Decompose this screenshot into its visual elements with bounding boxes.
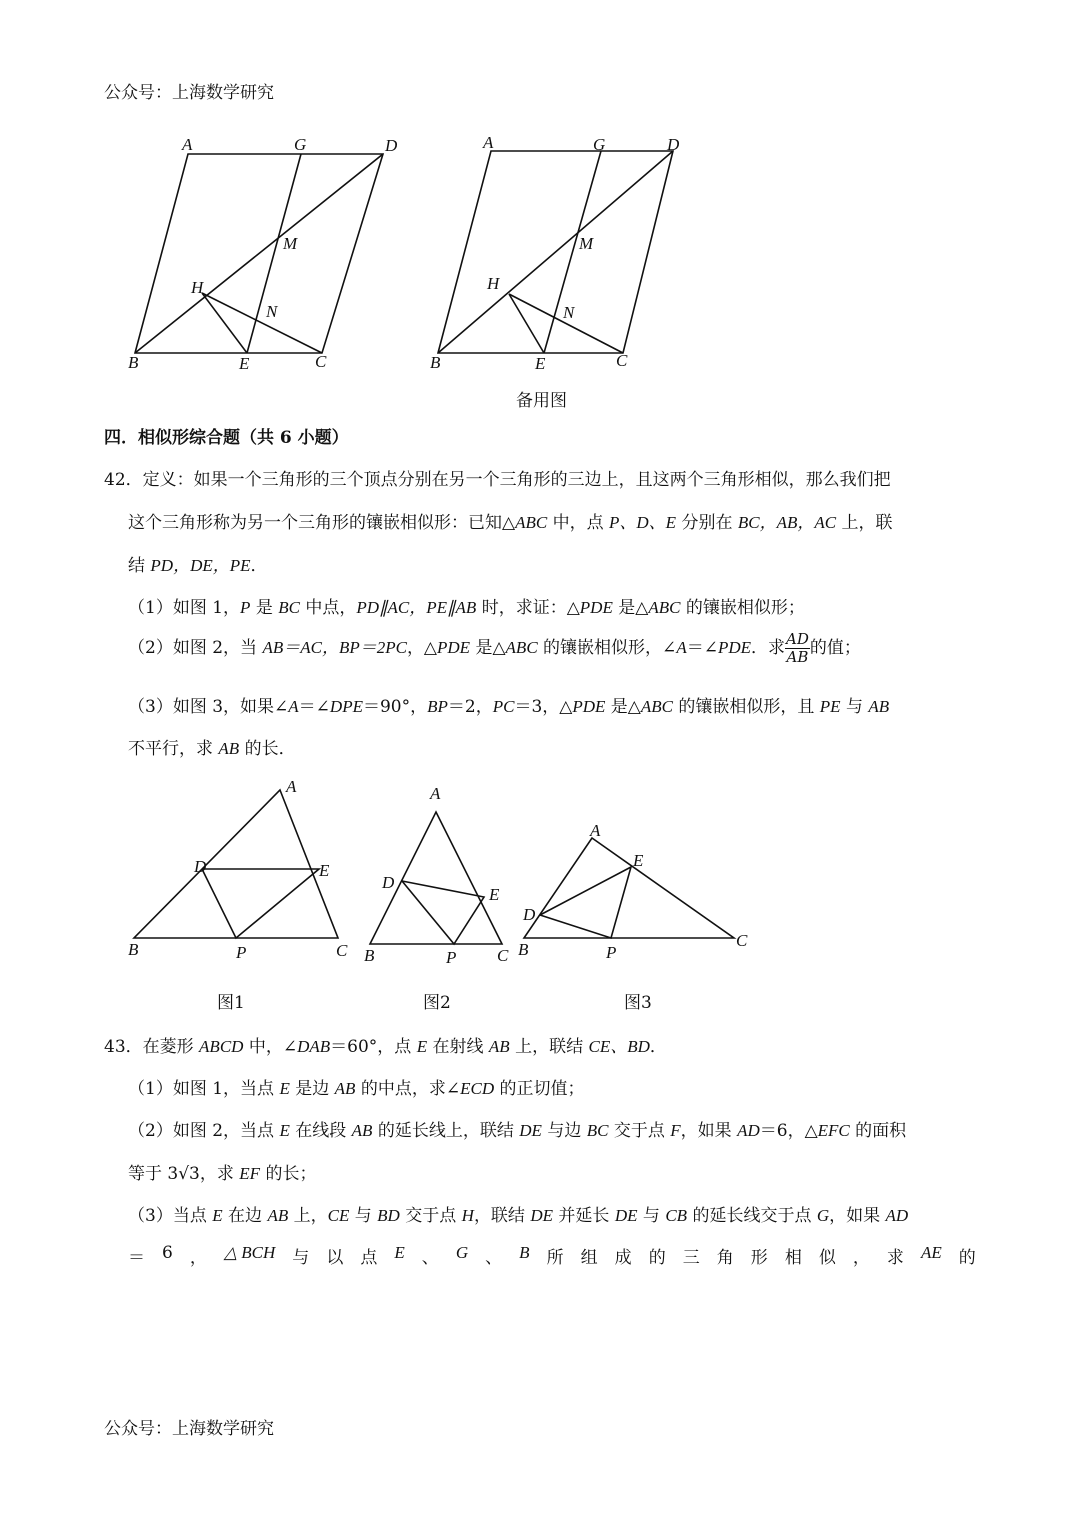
q43-p1e: 的中点，求∠	[355, 1079, 461, 1099]
q43-p1g: 的正切值；	[494, 1079, 585, 1099]
q43-l1b: ABCD	[199, 1037, 244, 1056]
token: AE	[920, 1243, 942, 1262]
q43-p2d: AB	[351, 1121, 373, 1140]
q43-p2f: DE	[519, 1121, 542, 1140]
fig2-label-p: P	[446, 948, 457, 967]
q43-p3q: 的延长线交于点	[687, 1206, 817, 1226]
q42-p1j: ABC	[648, 598, 681, 617]
q42-text-2e: 分别在	[676, 513, 738, 533]
q42-p3g: ＝2，	[447, 697, 493, 717]
q43-p3f: CE	[327, 1206, 350, 1225]
fig2-label-d: D	[382, 873, 395, 892]
q42-line-2	[128, 508, 892, 533]
label-h-2: H	[487, 274, 500, 293]
q42-p3j: PDE	[572, 697, 606, 716]
q43-p3l: DE	[530, 1206, 554, 1225]
q43-part-1	[128, 1074, 585, 1099]
q42-text-3b: PD，DE，PE	[150, 556, 251, 575]
backup-figure-caption: 备用图	[516, 391, 567, 411]
q42-p3q2: AB	[218, 739, 240, 758]
q42-p1d: BC	[278, 598, 300, 617]
triangle-pde-2	[402, 881, 484, 944]
q43-part-2-cont	[128, 1159, 316, 1184]
q42-p2j: PDE	[717, 638, 751, 657]
fig1-label-d: D	[194, 857, 207, 876]
fig3-label-b: B	[518, 940, 529, 959]
q43-l1i: 上，联结	[509, 1037, 589, 1057]
token: ，	[189, 1248, 207, 1268]
q42-p2i: ＝∠	[686, 638, 718, 658]
segment-ge	[247, 154, 301, 353]
token: 成	[614, 1248, 632, 1268]
fig3-label-e: E	[633, 851, 644, 870]
q43-p2k: ，如果	[680, 1121, 738, 1141]
token: 与	[292, 1248, 310, 1268]
q42-p1g: 时，求证：△	[476, 598, 580, 618]
q42-p3q1: 不平行，求	[128, 739, 219, 759]
q43-p2h: BC	[586, 1121, 609, 1140]
token: 相	[784, 1248, 802, 1268]
token: B	[519, 1243, 530, 1262]
q43-p3g: 与	[349, 1206, 378, 1226]
q43-p2n: EFC	[817, 1121, 850, 1140]
q42-p2d: PDE	[437, 638, 471, 657]
q43-p2i: 交于点	[608, 1121, 671, 1141]
q43-l1k: ．	[649, 1037, 667, 1057]
label-c-2: C	[616, 351, 628, 370]
token: G	[455, 1243, 469, 1262]
q43-part-2	[128, 1116, 906, 1141]
label-n-2: N	[563, 303, 575, 322]
q42-p3q3: 的长．	[239, 739, 296, 759]
q42-p1b: P	[240, 598, 251, 617]
fig3-label-a: A	[590, 821, 601, 840]
q42-p1a: （1）如图 1，	[128, 598, 241, 618]
q42-p3p: AB	[868, 697, 890, 716]
q42-p2k: ．求	[751, 638, 785, 658]
q42-line-3	[128, 551, 268, 576]
q43-l1d: DAB	[297, 1037, 331, 1056]
token: 、	[421, 1248, 439, 1268]
fraction-denominator: AB	[786, 648, 809, 666]
q42-p1h: PDE	[579, 598, 613, 617]
q43-p2r: 的长；	[260, 1164, 317, 1184]
q42-p2b: AB＝AC，BP＝2PC	[262, 638, 407, 657]
triangle-abc-1	[134, 790, 338, 938]
q43-p3p: CB	[665, 1206, 688, 1225]
q43-p3h: BD	[377, 1206, 400, 1225]
q43-p3d: AB	[267, 1206, 289, 1225]
fig3-label-c: C	[736, 931, 748, 950]
q42-p3i: ＝3，△	[514, 697, 573, 717]
segment-hc	[202, 293, 322, 353]
q43-p2q: EF	[239, 1164, 261, 1183]
q42-part-1	[128, 593, 805, 618]
q43-p2p: 等于 3√3，求	[128, 1164, 240, 1184]
q42-text-2g: 上，联	[836, 513, 893, 533]
q42-p3b: A	[288, 697, 299, 716]
q42-p2a: （2）如图 2，当	[128, 638, 263, 658]
page-footer: 公众号：上海数学研究	[104, 1419, 274, 1439]
q42-text-2b: ABC	[515, 513, 548, 532]
token: ，	[852, 1248, 870, 1268]
label-h: H	[191, 278, 204, 297]
q43-p2b: E	[279, 1121, 290, 1140]
figure-2-caption: 图2	[423, 993, 451, 1013]
q42-text-1: 定义：如果一个三角形的三个顶点分别在另一个三角形的三边上，且这两个三角形相似，那么我们把	[142, 470, 891, 490]
segment-he	[202, 293, 247, 353]
q43-part-3	[128, 1201, 908, 1226]
q43-l1c: 中，∠	[243, 1037, 298, 1057]
label-a: A	[182, 135, 193, 154]
q43-p3t: AD	[885, 1206, 909, 1225]
q43-p2l: AD	[737, 1121, 760, 1140]
fig3-label-p: P	[606, 943, 617, 962]
q42-p3o: 与	[840, 697, 869, 717]
label-c: C	[315, 352, 327, 371]
q43-line-1	[104, 1032, 667, 1057]
q42-p3a: （3）如图 3，如果∠	[128, 697, 289, 717]
triangle-pde-3	[540, 867, 631, 938]
q42-p2h: A	[676, 638, 687, 657]
diagonal-bd-2	[438, 151, 673, 353]
token: 似	[818, 1248, 836, 1268]
fraction-ad-ab	[785, 631, 810, 666]
q42-p2l: 的值；	[809, 638, 861, 658]
q43-l1h: AB	[488, 1037, 510, 1056]
figure-3-caption: 图3	[624, 993, 652, 1013]
label-e: E	[239, 354, 250, 373]
q42-part-2	[128, 631, 861, 666]
q43-p2e: 的延长线上，联结	[372, 1121, 520, 1141]
section-title: 四．相似形综合题（共 6 小题）	[104, 428, 349, 448]
q43-l1j: CE、BD	[588, 1037, 650, 1056]
q42-p1i: 是△	[612, 598, 649, 618]
figure-1-caption: 图1	[217, 993, 245, 1013]
q42-p2e: 是△	[470, 638, 506, 658]
q42-p3h: PC	[492, 697, 515, 716]
q43-p1a: （1）如图 1，当点	[128, 1079, 280, 1099]
triangle-figure-1	[128, 777, 348, 962]
q43-p3i: 交于点	[399, 1206, 462, 1226]
q42-part-3-cont	[128, 734, 296, 759]
q43-l1f: E	[416, 1037, 428, 1056]
fig2-label-e: E	[489, 885, 500, 904]
q42-p3l: ABC	[640, 697, 673, 716]
q43-p2o: 的面积	[849, 1121, 907, 1141]
token: 点	[360, 1248, 378, 1268]
q43-p3s: ，如果	[829, 1206, 886, 1226]
q42-p1e: 中点，	[299, 598, 357, 618]
parallelogram-figures	[120, 128, 720, 378]
q42-p2g: 的镶嵌相似形，∠	[537, 638, 677, 658]
q43-p3o: 与	[637, 1206, 666, 1226]
q43-p3b: E	[212, 1206, 223, 1225]
q43-number: 43．	[104, 1037, 143, 1057]
q43-p3j: H	[461, 1206, 474, 1225]
q43-l1g: 在射线	[427, 1037, 489, 1057]
fig3-label-d: D	[523, 905, 536, 924]
q43-p2a: （2）如图 2，当点	[128, 1121, 280, 1141]
token: 、	[485, 1248, 503, 1268]
label-g: G	[294, 135, 307, 154]
token: 三	[682, 1248, 700, 1268]
q43-p3e: 上，	[288, 1206, 328, 1226]
fig2-label-c: C	[497, 946, 509, 965]
q42-p3f: BP	[427, 697, 448, 716]
q42-p1k: 的镶嵌相似形；	[680, 598, 805, 618]
q43-p3n: DE	[614, 1206, 638, 1225]
q42-p3c: ＝∠	[298, 697, 330, 717]
token: ＝	[128, 1248, 145, 1268]
label-b: B	[128, 353, 139, 372]
triangle-figure-3	[518, 821, 748, 962]
token: 的	[958, 1248, 976, 1268]
triangle-figure-2	[364, 784, 509, 967]
page-header: 公众号：上海数学研究	[104, 83, 274, 103]
q42-p1f: PD∥AC，PE∥AB	[356, 598, 477, 617]
q42-text-2f: BC，AB，AC	[737, 513, 837, 532]
token: 所	[546, 1248, 564, 1268]
q42-text-2c: 中，点	[547, 513, 609, 533]
q42-p3n: PE	[819, 697, 841, 716]
token: 求	[886, 1248, 904, 1268]
q43-p2j: F	[670, 1121, 681, 1140]
q42-number: 42．	[104, 470, 143, 490]
q43-p1d: AB	[334, 1079, 356, 1098]
q43-p3r: G	[816, 1206, 830, 1225]
q42-text-3c: ．	[250, 556, 268, 576]
diagonal-bd	[135, 154, 383, 353]
q42-text-2d: P、D、E	[609, 513, 677, 532]
token: 6	[162, 1243, 173, 1263]
triangle-figures	[120, 770, 760, 970]
q43-p3a: （3）当点	[128, 1206, 213, 1226]
q42-text-2a: 这个三角形称为另一个三角形的镶嵌相似形：已知△	[128, 513, 516, 533]
q43-part-3-justified	[128, 1243, 976, 1268]
label-e-2: E	[535, 354, 546, 373]
q42-part-3	[128, 692, 889, 717]
token: △ BCH	[223, 1243, 276, 1262]
q43-p2m: ＝6，△	[759, 1121, 818, 1141]
token: 以	[326, 1248, 344, 1268]
q42-p3m: 的镶嵌相似形，且	[672, 697, 820, 717]
q43-p2g: 与边	[541, 1121, 587, 1141]
label-d: D	[385, 136, 398, 155]
q42-p2f: ABC	[505, 638, 538, 657]
q43-l1a: 在菱形	[142, 1037, 200, 1057]
label-b-2: B	[430, 353, 441, 372]
label-a-2: A	[483, 133, 494, 152]
q42-p3d: DPE	[329, 697, 363, 716]
fig1-label-e: E	[319, 861, 330, 880]
fig1-label-b: B	[128, 940, 139, 959]
q43-p3c: 在边	[222, 1206, 268, 1226]
triangle-abc-3	[524, 838, 734, 938]
label-m-2: M	[579, 234, 594, 253]
token: 形	[750, 1248, 768, 1268]
q43-p2c: 在线段	[289, 1121, 352, 1141]
fig1-label-c: C	[336, 941, 348, 960]
q42-p2c: ，△	[406, 638, 438, 658]
q43-l1e: ＝60°，点	[330, 1037, 417, 1057]
parallelogram-figure-main	[128, 135, 398, 373]
q43-p1b: E	[279, 1079, 290, 1098]
fig1-label-p: P	[236, 943, 247, 962]
triangle-pde-1	[202, 869, 319, 938]
label-g-2: G	[593, 135, 606, 154]
q43-p3k: ，联结	[473, 1206, 531, 1226]
label-n: N	[266, 302, 278, 321]
q43-p1f: ECD	[460, 1079, 495, 1098]
fraction-numerator: AD	[786, 630, 809, 648]
fig2-label-a: A	[430, 784, 441, 803]
token: 组	[580, 1248, 598, 1268]
fig2-label-b: B	[364, 946, 375, 965]
fig1-label-a: A	[286, 777, 297, 796]
q42-p3e: ＝90°，	[362, 697, 428, 717]
parallelogram-figure-backup	[430, 133, 680, 373]
q42-line-1	[104, 465, 891, 490]
q43-p3m: 并延长	[553, 1206, 615, 1226]
q42-text-3a: 结	[128, 556, 151, 576]
token: E	[394, 1243, 405, 1262]
q43-p1c: 是边	[289, 1079, 335, 1099]
label-d-2: D	[667, 135, 680, 154]
q42-p1c: 是	[250, 598, 279, 618]
label-m: M	[283, 234, 298, 253]
token: 角	[716, 1248, 734, 1268]
token: 的	[648, 1248, 666, 1268]
q42-p3k: 是△	[605, 697, 641, 717]
